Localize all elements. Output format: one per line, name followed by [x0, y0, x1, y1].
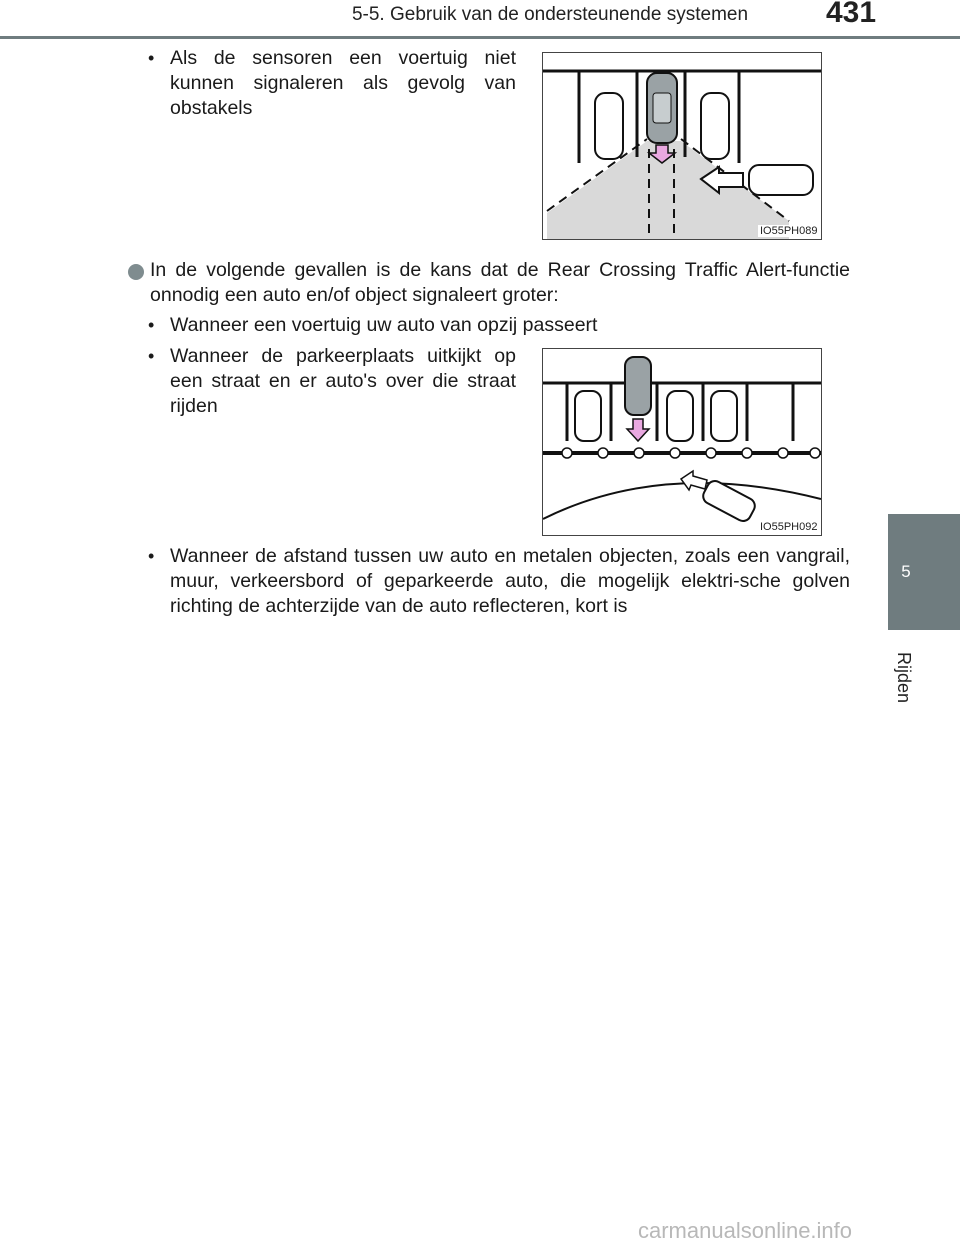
- parking-obstacle-illustration: [543, 53, 821, 239]
- parked-car: [711, 391, 737, 441]
- figure-street: [542, 348, 822, 536]
- bullet-marker: •: [148, 315, 155, 335]
- page-number: 431: [826, 0, 877, 29]
- parked-car: [575, 391, 601, 441]
- reverse-arrow: [627, 419, 649, 441]
- parking-street-illustration: [543, 349, 821, 535]
- chapter-label: Rijden: [894, 652, 914, 704]
- figure-obstacles: [542, 52, 822, 240]
- crossing-arrow: [681, 471, 707, 490]
- watermark: carmanualsonline.info: [638, 1218, 853, 1243]
- bullet-text-side-pass: Wanneer een voertuig uw auto van opzij passeert: [170, 314, 598, 336]
- section-title: 5-5. Gebruik van de ondersteunende systemen: [351, 4, 749, 25]
- point-dot: [128, 264, 144, 280]
- bullet-text-street: Wanneer de parkeerplaats uitkijkt op een straat en er auto's over die straat rijden: [170, 345, 516, 417]
- point-text: In de volgende gevallen is de kans dat de Rear Crossing Traffic Alert-functie onnodig een auto en/of object signaleert groter:: [150, 259, 850, 306]
- chapter-tab: [888, 514, 960, 630]
- figure-code: IO55PH089: [760, 225, 818, 237]
- parked-car: [701, 93, 729, 159]
- bullet-text-metal-objects: Wanneer de afstand tussen uw auto en metalen objecten, zoals een vangrail, muur, verkeersbord of geparkeerde auto, die mogelijk elektri-sche golven richting de achterzijde van de auto reflecteren, kort is: [170, 545, 850, 617]
- figure-code: IO55PH092: [760, 521, 818, 533]
- parked-car: [595, 93, 623, 159]
- bullet-marker: •: [148, 546, 155, 566]
- chapter-number: 5: [901, 562, 911, 581]
- parked-car: [667, 391, 693, 441]
- bullet-text-obstacles: Als de sensoren een voertuig niet kunnen signaleren als gevolg van obstakels: [170, 47, 516, 119]
- header-divider: [0, 36, 960, 39]
- bullet-marker: •: [148, 48, 155, 68]
- bullet-marker: •: [148, 346, 155, 366]
- approaching-car: [749, 165, 813, 195]
- own-car: [625, 357, 651, 415]
